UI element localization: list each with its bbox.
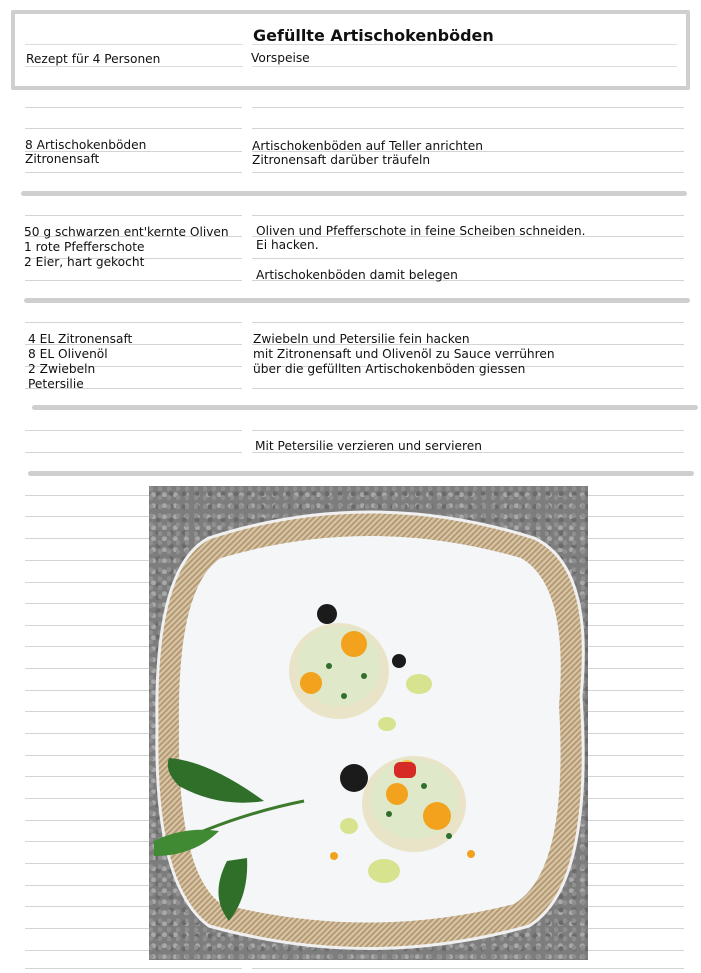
ingredient-line: 1 rote Pfefferschote — [24, 240, 145, 254]
step-line: Zwiebeln und Petersilie fein hacken — [253, 332, 470, 346]
section-divider — [24, 298, 690, 303]
ingredient-line: 8 EL Olivenöl — [28, 347, 108, 361]
step-line: Oliven und Pfefferschote in feine Scheiben schneiden. — [256, 224, 586, 238]
ingredient-line: 2 Eier, hart gekocht — [24, 255, 145, 269]
step-line: mit Zitronensaft und Olivenöl zu Sauce verrühren — [253, 347, 555, 361]
recipe-title: Gefüllte Artischokenböden — [253, 26, 494, 45]
step-line: Zitronensaft darüber träufeln — [252, 153, 431, 167]
step-line: Artischokenböden damit belegen — [256, 268, 458, 282]
ingredient-line: 2 Zwiebeln — [28, 362, 96, 376]
ingredient-line: Petersilie — [28, 377, 84, 391]
ingredient-line: 50 g schwarzen ent'kernte Oliven — [24, 225, 229, 239]
dish-photo — [149, 486, 588, 960]
step-line: Ei hacken. — [256, 238, 319, 252]
category-label: Vorspeise — [251, 51, 310, 65]
dish-photo-illustration — [149, 486, 588, 960]
step-line: über die gefüllten Artischokenböden giessen — [253, 362, 526, 376]
step-line: Artischokenböden auf Teller anrichten — [252, 139, 484, 153]
recipe-header-box — [11, 10, 690, 90]
servings-label: Rezept für 4 Personen — [26, 52, 161, 66]
section-divider — [32, 405, 698, 410]
section-divider — [28, 471, 694, 476]
step-line: Mit Petersilie verzieren und servieren — [255, 439, 482, 453]
ingredient-line: 8 Artischokenböden — [25, 138, 147, 152]
section-divider — [21, 191, 687, 196]
ingredient-line: 4 EL Zitronensaft — [28, 332, 133, 346]
ingredient-line: Zitronensaft — [25, 152, 100, 166]
